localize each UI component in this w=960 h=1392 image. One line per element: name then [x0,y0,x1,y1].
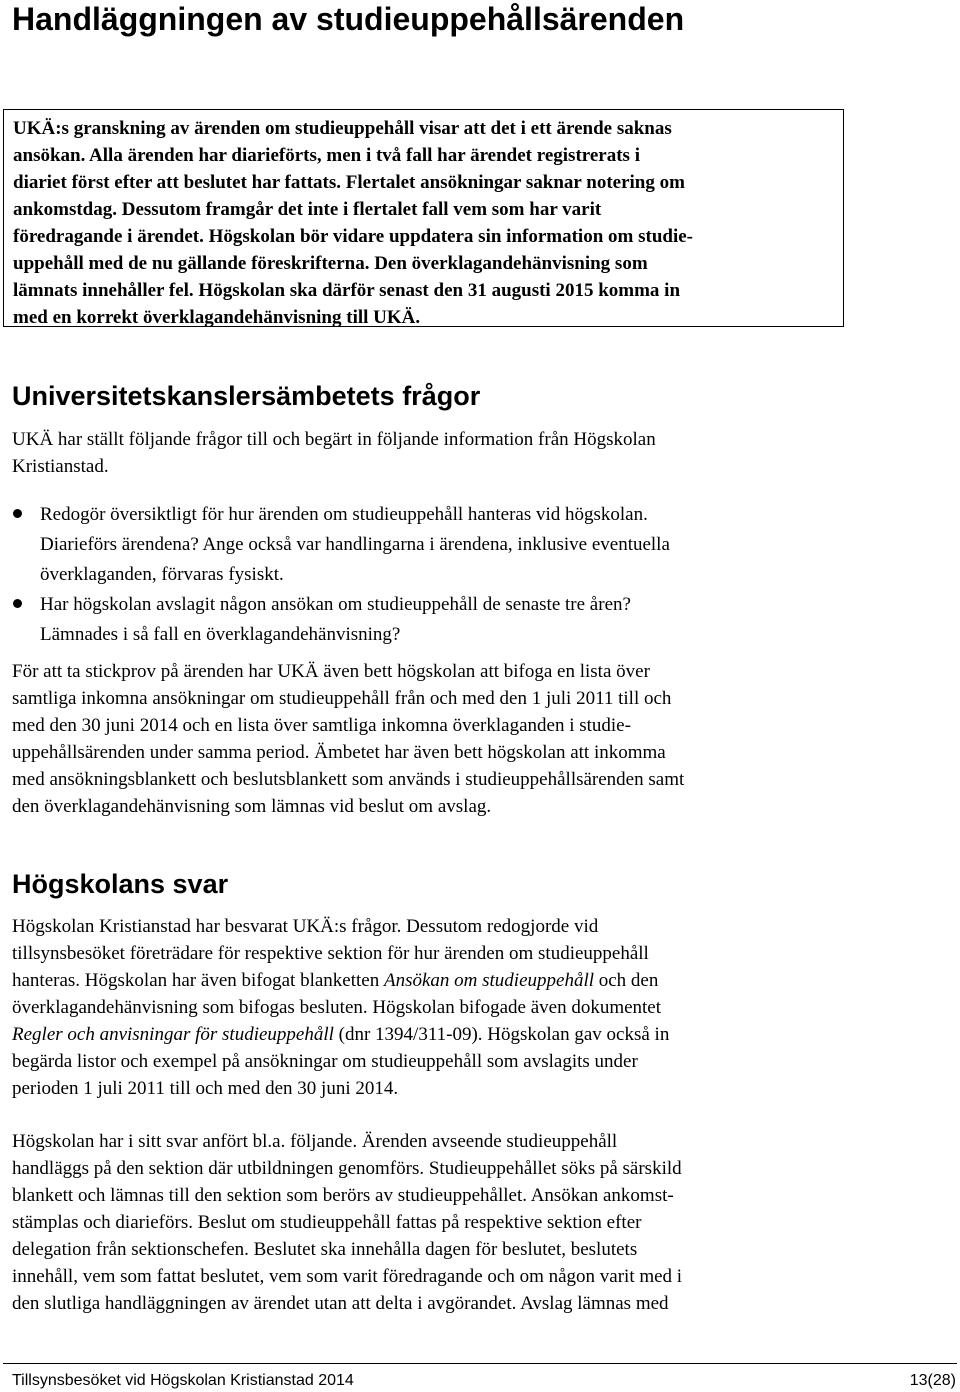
document-title: Regler och anvisningar för studieuppehåll [12,1024,334,1045]
text-line: tillsynsbesöket företrädare för respektive sektion för hur ärenden om studieuppehåll [12,943,649,964]
text-line: med ansökningsblankett och beslutsblankett som används i studieuppehållsärenden samt [12,769,685,790]
text-run: hanteras. Högskolan har även bifogat blanketten [12,970,384,991]
text-line: perioden 1 juli 2011 till och med den 30 juni 2014. [12,1078,399,1099]
text-line: Har högskolan avslagit någon ansökan om studieuppehåll de senaste tre åren? [40,594,631,615]
question-list [0,500,670,650]
sample-paragraph [12,658,684,820]
questions-intro [12,426,656,480]
footer-divider [3,1363,957,1364]
answer-paragraph-1 [12,913,669,1102]
text-line: handläggs på den sektion där utbildningen genomförs. Studieuppehållet söks på särskild [12,1158,682,1179]
text-line: För att ta stickprov på ärenden har UKÄ även bett högskolan att bifoga en lista över [12,661,650,682]
text-run: (dnr 1394/311-09). Högskolan gav också in [333,1024,670,1045]
list-item [0,500,670,590]
text-line: den överklagandehänvisning som lämnas vid beslut om avslag. [12,796,492,817]
text-line: Diarieförs ärendena? Ange också var handlingarna i ärendena, inklusive eventuella [40,534,670,555]
summary-line: med en korrekt överklagandehänvisning till UKÄ. [13,307,421,328]
summary-line: uppehåll med de nu gällande föreskrifterna. Den överklagandehänvisning som [13,253,648,274]
answer-paragraph-2 [12,1128,682,1317]
summary-line: ankomstdag. Dessutom framgår det inte i flertalet fall vem som har varit [13,199,602,220]
page-number: 13(28) [909,1372,956,1389]
text-line: uppehållsärenden under samma period. Ämbetet har även bett högskolan att inkomma [12,742,666,763]
text-line: stämplas och diarieförs. Beslut om studieuppehåll fattas på respektive sektion efter [12,1212,642,1233]
text-line: med den 30 juni 2014 och en lista över samtliga inkomna överklaganden i studie- [12,715,631,736]
text-line: innehåll, vem som fattat beslutet, vem som varit föredragande och om någon varit med i [12,1266,683,1287]
text-line: överklaganden, förvaras fysiskt. [40,564,284,585]
text-line [12,967,669,994]
page-title: Handläggningen av studieuppehållsärenden [12,1,685,37]
bullet-icon [13,599,22,608]
text-line: Högskolan Kristianstad har besvarat UKÄ:s frågor. Dessutom redogjorde vid [12,916,599,937]
text-line: delegation från sektionschefen. Beslutet ska innehålla dagen för beslutet, beslutets [12,1239,638,1260]
footer-title: Tillsynsbesöket vid Högskolan Kristianstad 2014 [12,1372,354,1389]
summary-line: UKÄ:s granskning av ärenden om studieuppehåll visar att det i ett ärende saknas [13,118,672,139]
text-line: överklagandehänvisning som bifogas besluten. Högskolan bifogade även dokumentet [12,997,662,1018]
text-line: den slutliga handläggningen av ärendet utan att delta i avgörandet. Avslag lämnas med [12,1293,669,1314]
section-heading-questions: Universitetskanslersämbetets frågor [12,381,481,411]
summary-box [3,109,844,327]
text-line: begärda listor och exempel på ansökningar om studieuppehåll som avslagits under [12,1051,638,1072]
summary-line: lämnats innehåller fel. Högskolan ska därför senast den 31 augusti 2015 komma in [13,280,681,301]
text-line: samtliga inkomna ansökningar om studieuppehåll från och med den 1 juli 2011 till och [12,688,672,709]
summary-line: diariet först efter att beslutet har fattats. Flertalet ansökningar saknar notering om [13,172,685,193]
text-line: Högskolan har i sitt svar anfört bl.a. följande. Ärenden avseende studieuppehåll [12,1131,618,1152]
form-title: Ansökan om studieuppehåll [383,970,594,991]
text-line: blankett och lämnas till den sektion som berörs av studieuppehållet. Ansökan ankomst- [12,1185,674,1206]
text-line: Redogör översiktligt för hur ärenden om studieuppehåll hanteras vid högskolan. [40,504,648,525]
text-run: och den [594,970,659,991]
text-line [12,1021,669,1048]
summary-line: föredragande i ärendet. Högskolan bör vidare uppdatera sin information om studie- [13,226,694,247]
section-heading-answer: Högskolans svar [12,869,229,899]
text-line: Lämnades i så fall en överklagandehänvisning? [40,624,401,645]
text-line: UKÄ har ställt följande frågor till och begärt in följande information från Högskolan [12,429,656,450]
list-item [0,590,670,650]
summary-line: ansökan. Alla ärenden har diarieförts, men i två fall har ärendet registrerats i [13,145,640,166]
bullet-icon [13,509,22,518]
text-line: Kristianstad. [12,456,109,477]
